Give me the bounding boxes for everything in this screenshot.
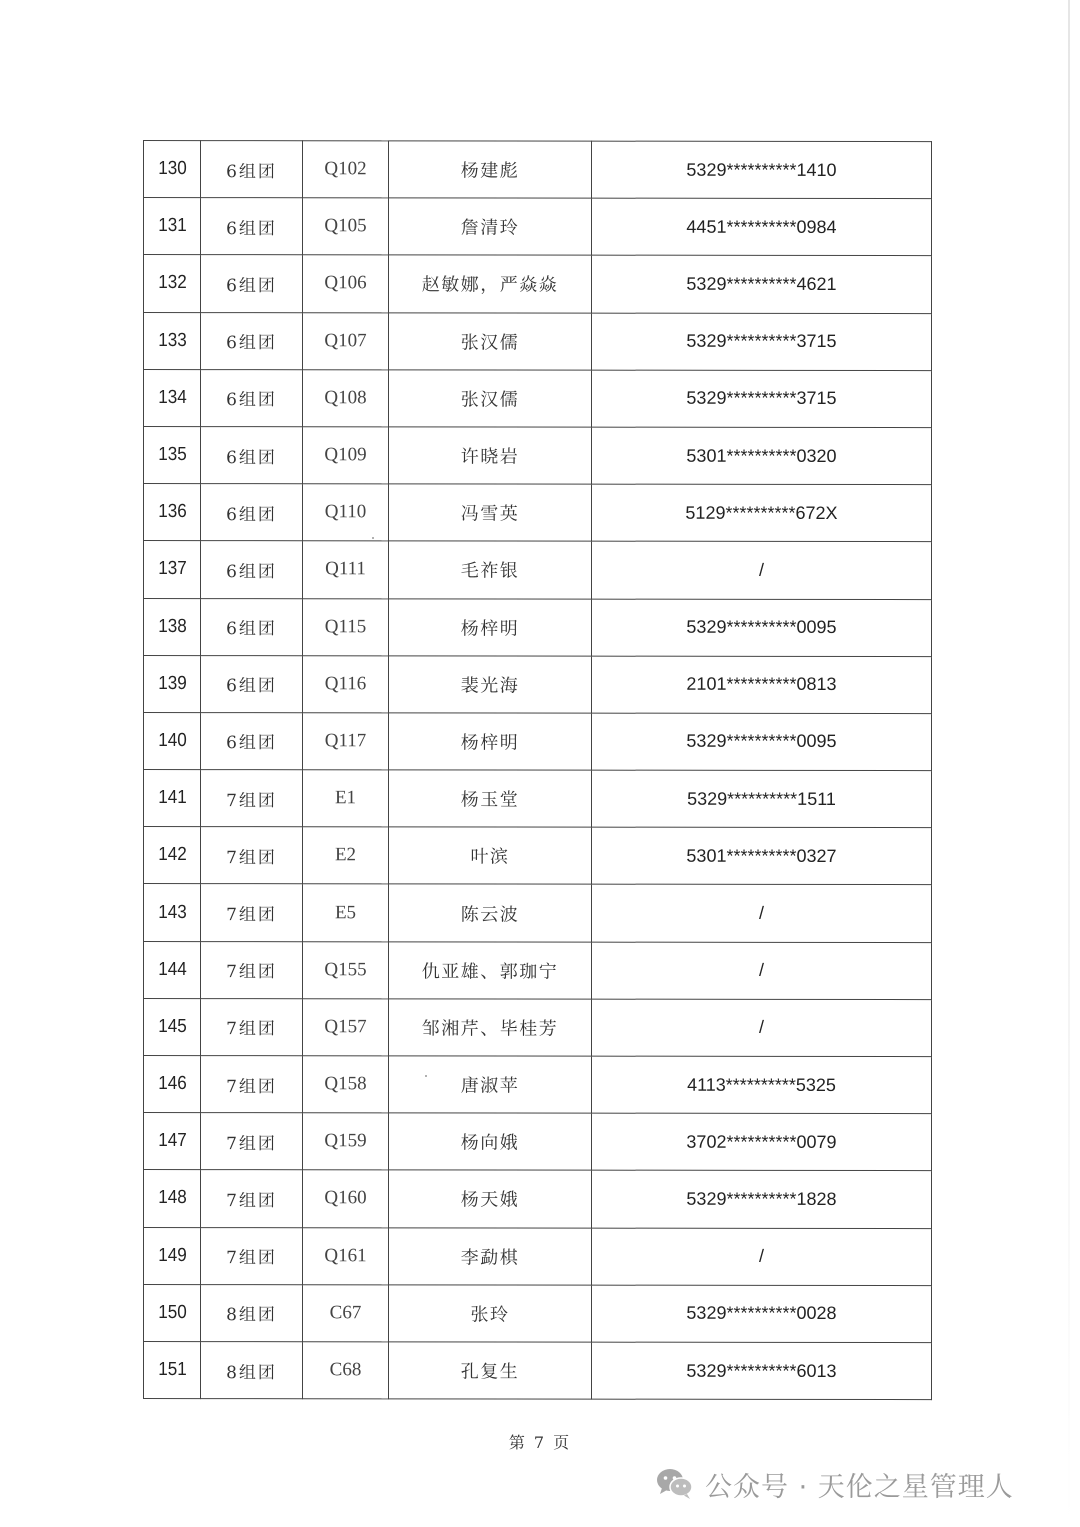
table-row (144, 541, 932, 599)
owner-name-cell: 杨梓明 (389, 713, 592, 770)
id-number-cell: 5329**********6013 (592, 1342, 932, 1400)
unit-code-cell: Q106 (303, 255, 389, 312)
group-cell: 6组团 (201, 255, 303, 312)
id-number-cell: 5301**********0320 (592, 427, 932, 485)
id-number-cell: 4113**********5325 (592, 1056, 932, 1114)
unit-code-cell: Q105 (303, 198, 389, 255)
group-cell: 8组团 (201, 1284, 303, 1341)
row-number-cell: 136 (146, 484, 197, 541)
table-row (144, 998, 932, 1056)
group-cell: 6组团 (201, 484, 303, 541)
id-number-cell: 5329**********0095 (592, 713, 932, 771)
group-cell: 7组团 (201, 827, 303, 884)
row-number-cell: 149 (146, 1227, 197, 1284)
row-number-cell: 140 (146, 712, 197, 769)
table-row (144, 1341, 932, 1399)
owner-name-cell: 陈云波 (389, 884, 592, 941)
id-number-cell: / (592, 885, 932, 943)
table-row (144, 770, 932, 828)
group-cell: 6组团 (201, 712, 303, 769)
owner-name-cell: 叶滨 (389, 827, 592, 884)
owner-name-cell: 唐淑苹 (389, 1056, 592, 1113)
unit-code-cell: Q116 (303, 655, 389, 712)
record-table-body (144, 141, 932, 1400)
table-row (144, 941, 932, 999)
watermark-text: 公众号 · 天伦之星管理人 (705, 1471, 1014, 1503)
group-cell: 6组团 (201, 141, 303, 198)
id-number-cell: / (592, 1228, 932, 1286)
table-row (144, 712, 932, 770)
group-cell: 7组团 (201, 998, 303, 1055)
row-number-cell: 147 (146, 1113, 197, 1170)
id-number-cell: 5329**********1511 (592, 770, 932, 828)
id-number-cell: / (592, 999, 932, 1057)
row-number-cell: 143 (146, 884, 197, 941)
owner-name-cell: 杨梓明 (389, 598, 592, 655)
table-row (144, 141, 932, 199)
row-number-cell: 133 (146, 312, 197, 369)
unit-code-cell: Q108 (303, 369, 389, 426)
owner-name-cell: 杨建彪 (389, 141, 592, 198)
unit-code-cell: E5 (303, 884, 389, 941)
id-number-cell: 5301**********0327 (592, 827, 932, 885)
record-table (143, 140, 932, 1400)
scan-speck (372, 537, 374, 539)
owner-name-cell: 邹湘芹、毕桂芳 (389, 999, 592, 1056)
unit-code-cell: Q157 (303, 999, 389, 1056)
group-cell: 8组团 (201, 1342, 303, 1399)
unit-code-cell: C68 (303, 1342, 389, 1399)
id-number-cell: / (592, 942, 932, 1000)
table-row (144, 369, 932, 427)
owner-name-cell: 杨向娥 (389, 1113, 592, 1170)
owner-name-cell: 杨天娥 (389, 1170, 592, 1227)
unit-code-cell: Q107 (303, 312, 389, 369)
row-number-cell: 141 (146, 770, 197, 827)
group-cell: 7组团 (201, 770, 303, 827)
row-number-cell: 150 (146, 1284, 197, 1341)
wechat-icon (655, 1467, 695, 1501)
unit-code-cell: E2 (303, 827, 389, 884)
table-row (144, 827, 932, 885)
table-row (144, 312, 932, 370)
id-number-cell: 5329**********3715 (592, 313, 932, 371)
row-number-cell: 151 (146, 1341, 197, 1398)
row-number-cell: 137 (146, 541, 197, 598)
owner-name-cell: 张汉儒 (389, 370, 592, 427)
owner-name-cell: 张汉儒 (389, 312, 592, 369)
unit-code-cell: Q160 (303, 1170, 389, 1227)
table-row (144, 484, 932, 542)
id-number-cell: 5329**********3715 (592, 370, 932, 428)
group-cell: 6组团 (201, 369, 303, 426)
id-number-cell: 5329**********1410 (592, 141, 932, 199)
id-number-cell: 5329**********4621 (592, 256, 932, 314)
group-cell: 6组团 (201, 198, 303, 255)
id-number-cell: 5329**********1828 (592, 1171, 932, 1229)
row-number-cell: 131 (146, 198, 197, 255)
id-number-cell: 4451**********0984 (592, 198, 932, 256)
owner-name-cell: 杨玉堂 (389, 770, 592, 827)
unit-code-cell: Q110 (303, 484, 389, 541)
owner-name-cell: 冯雪英 (389, 484, 592, 541)
owner-name-cell: 赵敏娜，严焱焱 (389, 255, 592, 312)
group-cell: 6组团 (201, 427, 303, 484)
id-number-cell: / (592, 541, 932, 599)
unit-code-cell: Q155 (303, 941, 389, 998)
unit-code-cell: Q159 (303, 1113, 389, 1170)
row-number-cell: 145 (146, 998, 197, 1055)
id-number-cell: 5129**********672X (592, 484, 932, 542)
id-number-cell: 5329**********0028 (592, 1285, 932, 1343)
scan-edge (1068, 0, 1070, 1527)
table-row (144, 598, 932, 656)
unit-code-cell: Q117 (303, 713, 389, 770)
table-row (144, 1227, 932, 1285)
owner-name-cell: 李勐棋 (389, 1227, 592, 1284)
group-cell: 6组团 (201, 598, 303, 655)
unit-code-cell: E1 (303, 770, 389, 827)
row-number-cell: 144 (146, 941, 197, 998)
scan-speck (425, 1075, 427, 1077)
group-cell: 7组团 (201, 884, 303, 941)
owner-name-cell: 裴光海 (389, 656, 592, 713)
unit-code-cell: Q158 (303, 1056, 389, 1113)
owner-name-cell: 詹清玲 (389, 198, 592, 255)
row-number-cell: 142 (146, 827, 197, 884)
id-number-cell: 3702**********0079 (592, 1113, 932, 1171)
group-cell: 7组团 (201, 1170, 303, 1227)
id-number-cell: 5329**********0095 (592, 599, 932, 657)
record-table-container (143, 140, 933, 1400)
group-cell: 6组团 (201, 312, 303, 369)
row-number-cell: 134 (146, 369, 197, 426)
row-number-cell: 148 (146, 1170, 197, 1227)
group-cell: 7组团 (201, 941, 303, 998)
table-row (144, 1056, 932, 1114)
owner-name-cell: 孔复生 (389, 1342, 592, 1399)
owner-name-cell: 仇亚雄、郭珈宁 (389, 941, 592, 998)
group-cell: 6组团 (201, 541, 303, 598)
unit-code-cell: C67 (303, 1284, 389, 1341)
group-cell: 6组团 (201, 655, 303, 712)
unit-code-cell: Q115 (303, 598, 389, 655)
row-number-cell: 146 (146, 1056, 197, 1113)
table-row (144, 1170, 932, 1228)
group-cell: 7组团 (201, 1113, 303, 1170)
table-row (144, 198, 932, 256)
table-row (144, 1284, 932, 1342)
table-row (144, 884, 932, 942)
unit-code-cell: Q109 (303, 427, 389, 484)
id-number-cell: 2101**********0813 (592, 656, 932, 714)
table-row (144, 1113, 932, 1171)
unit-code-cell: Q111 (303, 541, 389, 598)
row-number-cell: 135 (146, 426, 197, 483)
row-number-cell: 130 (146, 141, 197, 198)
owner-name-cell: 张玲 (389, 1285, 592, 1342)
unit-code-cell: Q161 (303, 1227, 389, 1284)
unit-code-cell: Q102 (303, 141, 389, 198)
row-number-cell: 132 (146, 255, 197, 312)
owner-name-cell: 毛祚银 (389, 541, 592, 598)
group-cell: 7组团 (201, 1227, 303, 1284)
page-number: 第 7 页 (508, 1433, 572, 1452)
table-row (144, 426, 932, 484)
table-row (144, 655, 932, 713)
table-row (144, 255, 932, 313)
watermark (655, 1462, 1014, 1506)
owner-name-cell: 许晓岩 (389, 427, 592, 484)
row-number-cell: 139 (146, 655, 197, 712)
group-cell: 7组团 (201, 1056, 303, 1113)
row-number-cell: 138 (146, 598, 197, 655)
